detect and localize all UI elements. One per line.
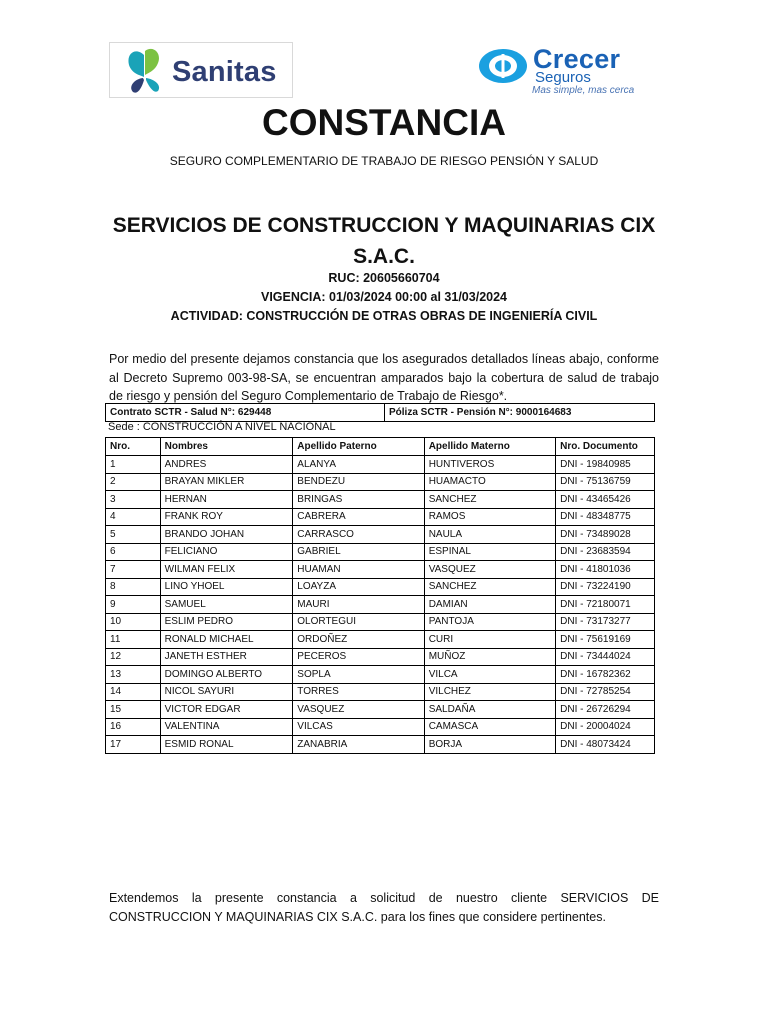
cell-apellido-materno: VILCHEZ <box>424 683 555 701</box>
cell-documento: DNI - 72785254 <box>556 683 655 701</box>
cell-apellido-paterno: BRINGAS <box>293 491 424 509</box>
crecer-seguros-logo <box>478 44 658 100</box>
cell-apellido-paterno: ORDOÑEZ <box>293 631 424 649</box>
sede-line: Sede : CONSTRUCCIÓN A NIVEL NACIONAL <box>108 421 336 433</box>
cell-nombres: NICOL SAYURI <box>160 683 293 701</box>
cell-nro: 11 <box>106 631 161 649</box>
company-activity: ACTIVIDAD: CONSTRUCCIÓN DE OTRAS OBRAS DE INGENIERÍA CIVIL <box>170 309 598 323</box>
cell-apellido-materno: RAMOS <box>424 508 555 526</box>
intro-paragraph: Por medio del presente dejamos constancia que los asegurados detallados líneas abajo, conforme al Decreto Supremo 003-98-SA, se encuentran amparados bajo la cobertura de salud de trabajo de riesgo y pensión del Seguro Complementario de Trabajo de Riesgo*. <box>109 352 659 403</box>
table-row <box>106 491 655 509</box>
cell-apellido-materno: VASQUEZ <box>424 561 555 579</box>
header-apellido-paterno: Apellido Paterno <box>293 438 424 456</box>
cell-nro: 5 <box>106 526 161 544</box>
header-nro: Nro. <box>106 438 161 456</box>
table-row <box>106 648 655 666</box>
cell-documento: DNI - 20004024 <box>556 718 655 736</box>
table-row <box>106 526 655 544</box>
cell-nro: 12 <box>106 648 161 666</box>
sanitas-wordmark: Sanitas <box>172 56 277 88</box>
company-ruc: RUC: 20605660704 <box>328 271 440 285</box>
cell-nombres: BRAYAN MIKLER <box>160 473 293 491</box>
cell-nro: 6 <box>106 543 161 561</box>
cell-nro: 9 <box>106 596 161 614</box>
cell-documento: DNI - 75136759 <box>556 473 655 491</box>
cell-apellido-paterno: VASQUEZ <box>293 701 424 719</box>
cell-documento: DNI - 43465426 <box>556 491 655 509</box>
cell-apellido-paterno: MAURI <box>293 596 424 614</box>
cell-apellido-paterno: SOPLA <box>293 666 424 684</box>
cell-apellido-materno: SANCHEZ <box>424 491 555 509</box>
cell-apellido-paterno: CABRERA <box>293 508 424 526</box>
cell-nombres: FRANK ROY <box>160 508 293 526</box>
cell-nombres: RONALD MICHAEL <box>160 631 293 649</box>
cell-documento: DNI - 19840985 <box>556 456 655 474</box>
cell-apellido-paterno: PECEROS <box>293 648 424 666</box>
table-row <box>106 666 655 684</box>
cell-documento: DNI - 26726294 <box>556 701 655 719</box>
cell-nro: 4 <box>106 508 161 526</box>
cell-documento: DNI - 48348775 <box>556 508 655 526</box>
table-row <box>106 543 655 561</box>
cell-documento: DNI - 23683594 <box>556 543 655 561</box>
cell-apellido-paterno: LOAYZA <box>293 578 424 596</box>
cell-nombres: JANETH ESTHER <box>160 648 293 666</box>
crecer-emblem-icon <box>478 46 528 86</box>
sanitas-butterfly-icon <box>120 47 170 95</box>
cell-nro: 1 <box>106 456 161 474</box>
cell-documento: DNI - 75619169 <box>556 631 655 649</box>
table-header-row <box>106 438 655 456</box>
sanitas-logo <box>109 42 293 98</box>
cell-apellido-materno: ESPINAL <box>424 543 555 561</box>
cell-apellido-materno: NAULA <box>424 526 555 544</box>
cell-apellido-materno: HUNTIVEROS <box>424 456 555 474</box>
crecer-wordmark: Crecer <box>533 44 621 74</box>
table-row <box>106 456 655 474</box>
cell-documento: DNI - 72180071 <box>556 596 655 614</box>
coverage-period: VIGENCIA: 01/03/2024 00:00 al 31/03/2024 <box>261 290 507 304</box>
contract-pension: Póliza SCTR - Pensión N°: 9000164683 <box>385 404 655 422</box>
cell-nro: 14 <box>106 683 161 701</box>
cell-nombres: DOMINGO ALBERTO <box>160 666 293 684</box>
cell-apellido-materno: SANCHEZ <box>424 578 555 596</box>
cell-apellido-paterno: CARRASCO <box>293 526 424 544</box>
cell-apellido-paterno: OLORTEGUI <box>293 613 424 631</box>
table-row <box>106 561 655 579</box>
cell-documento: DNI - 16782362 <box>556 666 655 684</box>
cell-nombres: WILMAN FELIX <box>160 561 293 579</box>
document-subtitle: SEGURO COMPLEMENTARIO DE TRABAJO DE RIESGO PENSIÓN Y SALUD <box>169 154 599 168</box>
cell-documento: DNI - 41801036 <box>556 561 655 579</box>
cell-nro: 16 <box>106 718 161 736</box>
table-row <box>106 736 655 754</box>
table-row <box>106 718 655 736</box>
cell-nro: 10 <box>106 613 161 631</box>
cell-apellido-materno: CURI <box>424 631 555 649</box>
contract-salud: Contrato SCTR - Salud N°: 629448 <box>106 404 385 422</box>
cell-apellido-materno: BORJA <box>424 736 555 754</box>
cell-nro: 15 <box>106 701 161 719</box>
document-title: CONSTANCIA <box>262 102 506 143</box>
closing-paragraph: Extendemos la presente constancia a solicitud de nuestro cliente SERVICIOS DE CONSTRUCCION Y MAQUINARIAS CIX S.A.C. para los fines que considere pertinentes. <box>109 891 659 924</box>
cell-apellido-materno: DAMIAN <box>424 596 555 614</box>
seguros-wordmark: Seguros <box>535 69 591 86</box>
insured-table-body <box>106 456 655 754</box>
cell-nro: 17 <box>106 736 161 754</box>
insured-table <box>105 437 655 754</box>
table-row <box>106 613 655 631</box>
table-row <box>106 701 655 719</box>
cell-apellido-paterno: HUAMAN <box>293 561 424 579</box>
cell-nro: 8 <box>106 578 161 596</box>
cell-apellido-materno: PANTOJA <box>424 613 555 631</box>
cell-apellido-paterno: GABRIEL <box>293 543 424 561</box>
table-row <box>106 631 655 649</box>
contract-table <box>105 403 655 422</box>
cell-apellido-materno: CAMASCA <box>424 718 555 736</box>
cell-nombres: BRANDO JOHAN <box>160 526 293 544</box>
cell-nombres: VALENTINA <box>160 718 293 736</box>
cell-nombres: VICTOR EDGAR <box>160 701 293 719</box>
cell-nombres: FELICIANO <box>160 543 293 561</box>
table-row <box>106 473 655 491</box>
table-row <box>106 683 655 701</box>
cell-apellido-paterno: ZANABRIA <box>293 736 424 754</box>
table-row <box>106 508 655 526</box>
table-row <box>106 596 655 614</box>
cell-documento: DNI - 73444024 <box>556 648 655 666</box>
cell-nro: 7 <box>106 561 161 579</box>
cell-apellido-materno: VILCA <box>424 666 555 684</box>
cell-apellido-paterno: BENDEZU <box>293 473 424 491</box>
cell-nro: 2 <box>106 473 161 491</box>
cell-nombres: ESMID RONAL <box>160 736 293 754</box>
header-documento: Nro. Documento <box>556 438 655 456</box>
cell-nro: 3 <box>106 491 161 509</box>
header-apellido-materno: Apellido Materno <box>424 438 555 456</box>
table-row <box>106 578 655 596</box>
cell-documento: DNI - 48073424 <box>556 736 655 754</box>
cell-nombres: LINO YHOEL <box>160 578 293 596</box>
cell-documento: DNI - 73173277 <box>556 613 655 631</box>
cell-documento: DNI - 73224190 <box>556 578 655 596</box>
cell-nro: 13 <box>106 666 161 684</box>
cell-nombres: HERNAN <box>160 491 293 509</box>
cell-apellido-paterno: VILCAS <box>293 718 424 736</box>
cell-nombres: ESLIM PEDRO <box>160 613 293 631</box>
company-name: SERVICIOS DE CONSTRUCCION Y MAQUINARIAS CIX S.A.C. <box>112 214 656 268</box>
crecer-tagline: Mas simple, mas cerca <box>532 85 635 96</box>
header-nombres: Nombres <box>160 438 293 456</box>
cell-nombres: SAMUEL <box>160 596 293 614</box>
cell-documento: DNI - 73489028 <box>556 526 655 544</box>
cell-apellido-materno: SALDAÑA <box>424 701 555 719</box>
cell-apellido-paterno: TORRES <box>293 683 424 701</box>
cell-apellido-materno: MUÑOZ <box>424 648 555 666</box>
cell-apellido-materno: HUAMACTO <box>424 473 555 491</box>
cell-apellido-paterno: ALANYA <box>293 456 424 474</box>
cell-nombres: ANDRES <box>160 456 293 474</box>
